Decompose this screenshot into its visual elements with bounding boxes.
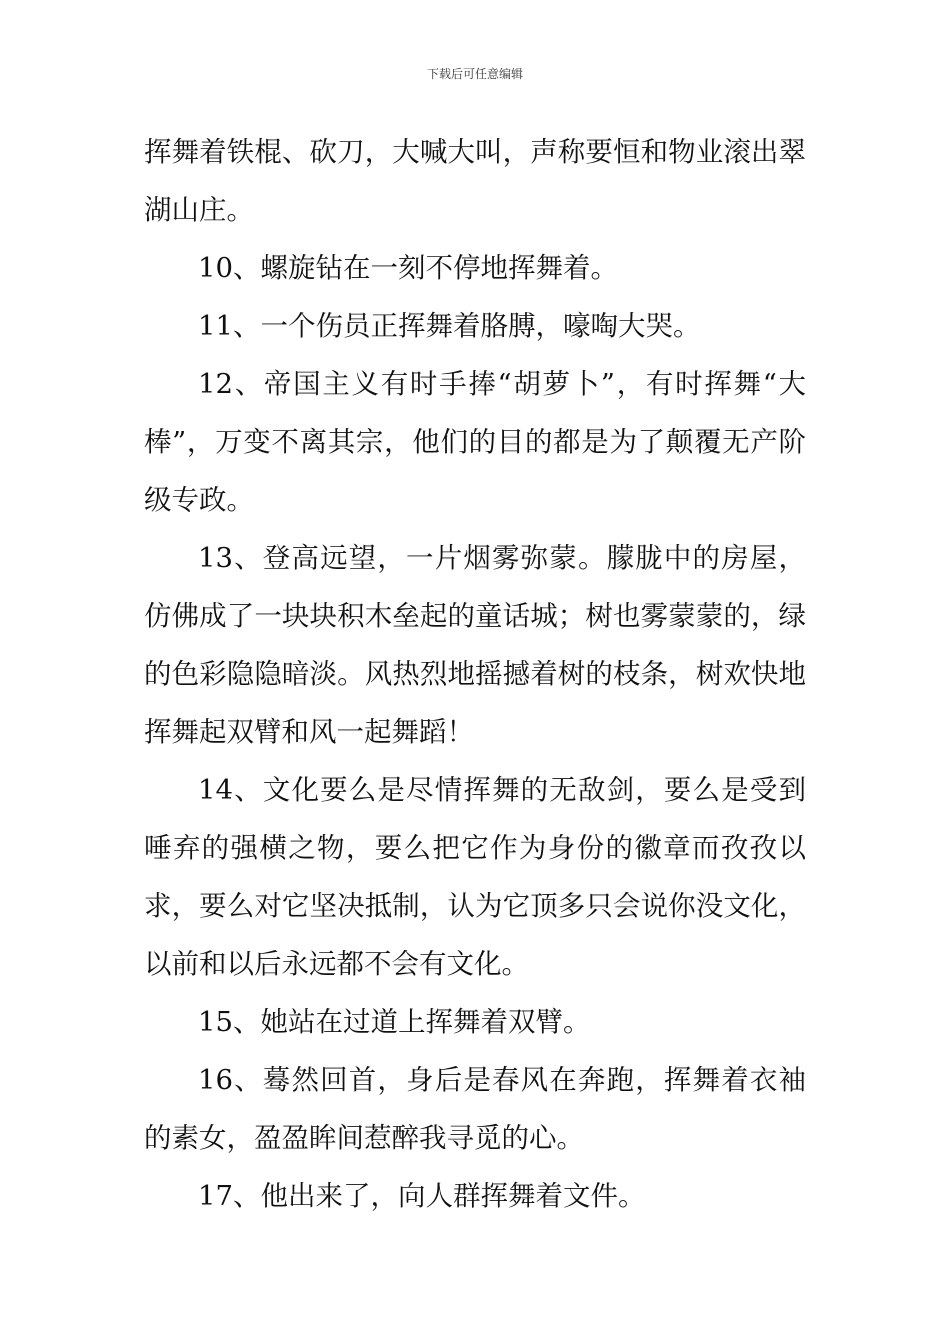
paragraph-13: 13、登高远望，一片烟雾弥蒙。朦胧中的房屋，仿佛成了一块块积木垒起的童话城；树也雾蒙蒙的，绿的色彩隐隐暗淡。风热烈地摇撼着树的枝条，树欢快地挥舞起双臂和风一起舞蹈！ [144, 542, 806, 748]
page-header-note: 下载后可任意编辑 [426, 67, 523, 81]
paragraph-11: 11、一个伤员正挥舞着胳膊，嚎啕大哭。 [198, 310, 701, 342]
paragraph-15: 15、她站在过道上挥舞着双臂。 [198, 1006, 591, 1038]
paragraph-14: 14、文化要么是尽情挥舞的无敌剑，要么是受到唾弃的强横之物，要么把它作为身份的徽章而孜孜以求，要么对它坚决抵制，认为它顶多只会说你没文化，以前和以后永远都不会有文化。 [144, 774, 806, 980]
paragraph-12: 12、帝国主义有时手捧“胡萝卜”，有时挥舞“大棒”，万变不离其宗，他们的目的都是为了颠覆无产阶级专政。 [144, 368, 806, 516]
paragraph-16: 16、蓦然回首，身后是春风在奔跑，挥舞着衣袖的素女，盈盈眸间惹醉我寻觅的心。 [144, 1064, 806, 1154]
document-body [144, 123, 806, 1225]
paragraph-10: 10、螺旋钻在一刻不停地挥舞着。 [198, 252, 618, 284]
paragraph-17: 17、他出来了，向人群挥舞着文件。 [198, 1180, 646, 1212]
paragraph-continuation: 挥舞着铁棍、砍刀，大喊大叫，声称要恒和物业滚出翠湖山庄。 [144, 136, 806, 226]
